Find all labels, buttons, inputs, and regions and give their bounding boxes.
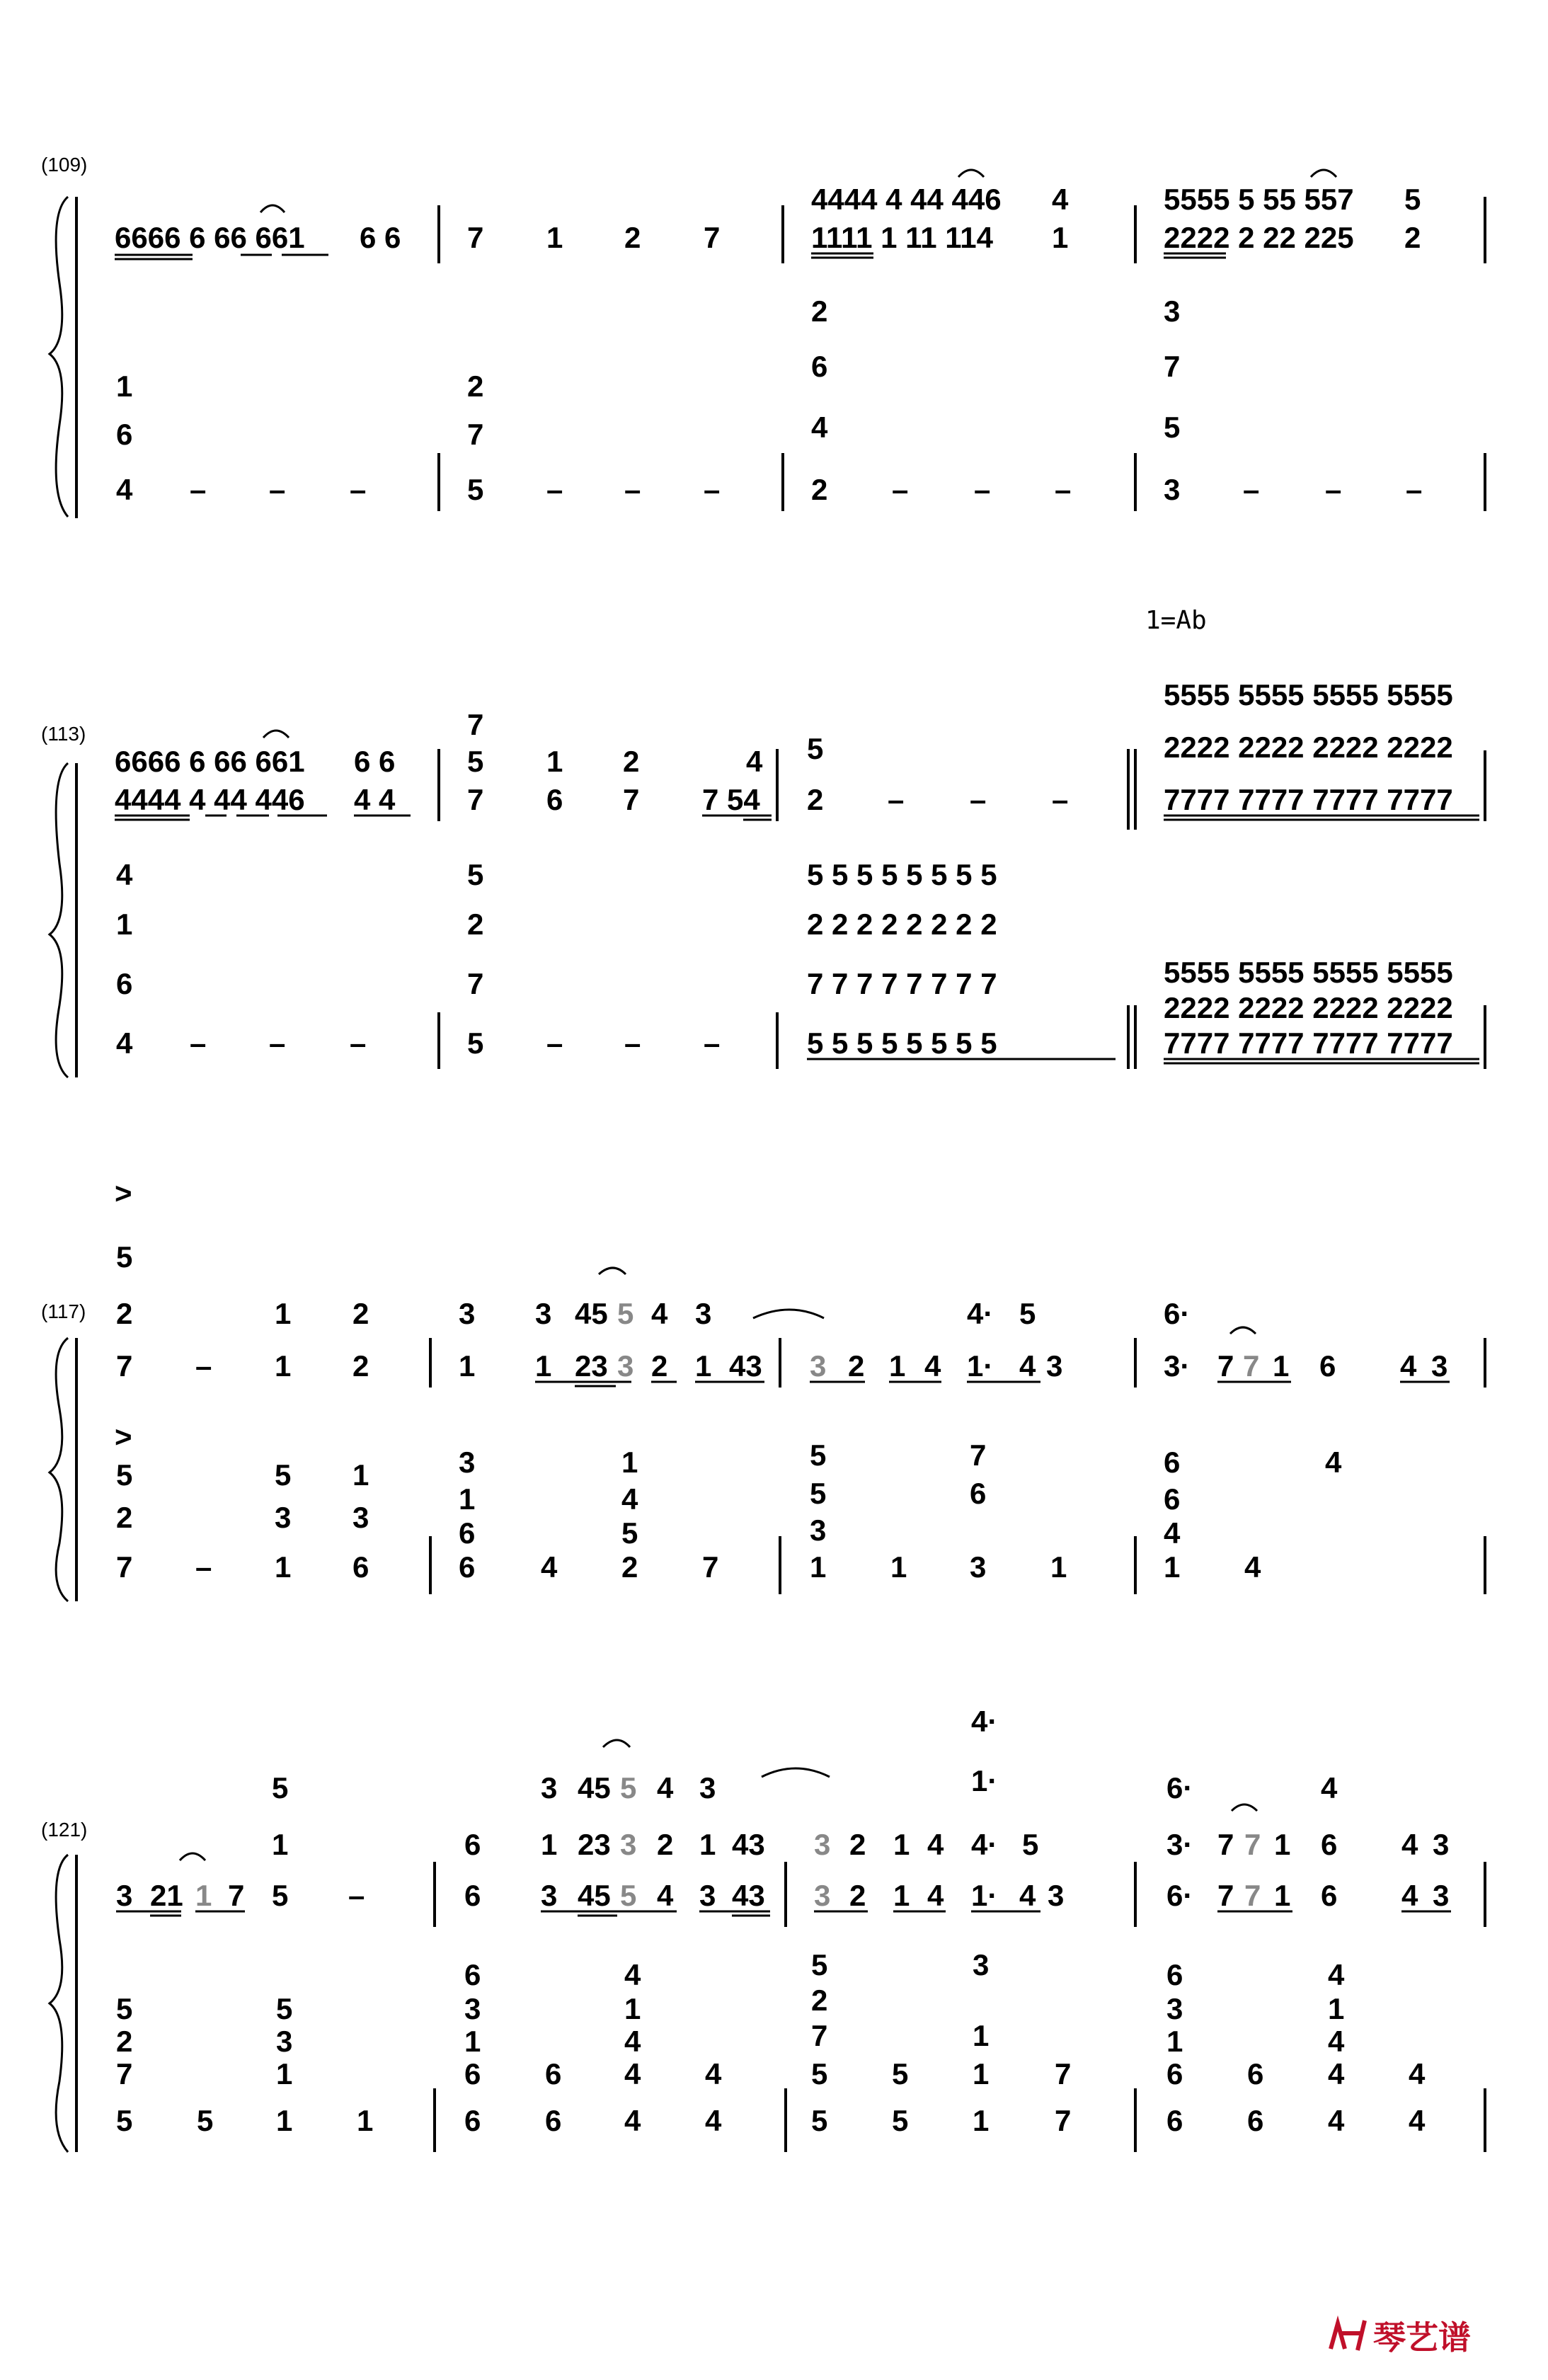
note: 6 [464,1828,481,1861]
note: 3 [459,1446,476,1479]
note-group: 2222 2 22 225 [1164,221,1354,254]
note: 5 [116,1992,133,2025]
note: 4 [624,2025,641,2058]
note: 3 [1164,294,1181,328]
note: 6· [1164,1297,1191,1330]
note: 1 [624,1992,641,2025]
note: 1 [275,1550,292,1584]
note: 6 [352,1550,369,1584]
note: 4 [811,411,828,444]
note: 4 [651,1297,668,1330]
note: 5 [1404,183,1421,216]
note: 2 [811,473,828,506]
note: 5 [1019,1297,1036,1330]
note: 7 [1055,2057,1072,2090]
note: 4 [1019,1349,1036,1383]
note: 5 [272,1879,289,1912]
note-group: 23 [575,1349,608,1383]
note: 5 [617,1297,634,1330]
note: 7 [970,1438,987,1472]
note: 6 [1166,2104,1183,2137]
svg-text:–: – [350,473,367,506]
note: 5 [811,2057,828,2090]
note: 3 [620,1828,637,1861]
note: 5 [116,1458,133,1492]
system-113 [41,606,1485,1077]
note: 2 [621,1550,638,1584]
note: 1 [1274,1879,1291,1912]
note: 6 [464,2057,481,2090]
note: 4 [746,745,763,778]
note: 3 [1433,1879,1450,1912]
note: 2 [116,1297,133,1330]
note: 1 [546,221,563,254]
note: 4 [657,1771,674,1804]
note-group: 6 6 [360,221,401,254]
measure-number: (109) [41,154,88,176]
svg-text:–: – [1406,473,1423,506]
note: 5 [197,2104,214,2137]
note: 4 [1401,1879,1418,1912]
note: 2 [352,1297,369,1330]
note-group: 5555 5 55 557 [1164,183,1354,216]
svg-text:–: – [1243,473,1260,506]
note: 2 [657,1828,674,1861]
svg-text:6: 6 [545,2104,562,2137]
note-group: 7 54 [702,783,760,816]
note: 4 [624,1958,641,1991]
note: 7 [116,1349,133,1383]
note: 5 [272,1771,289,1804]
note: 3 [695,1297,712,1330]
note: 6 [1321,1828,1338,1861]
note: 3 [617,1349,634,1383]
svg-text:–: – [190,473,207,506]
note: 7 [116,1550,133,1584]
note: 5 [275,1458,292,1492]
note: 4 [657,1879,674,1912]
note: 2 [849,1879,866,1912]
note: 4 [116,1026,133,1060]
note: 7 [1164,350,1181,383]
note-group: 4444 4 44 446 [811,183,1002,216]
note-group: 2 2 2 2 2 2 2 2 [807,908,997,941]
note: 1 [893,1828,910,1861]
note: 1 [541,1828,558,1861]
note: 6 [464,1879,481,1912]
note: 2 [352,1349,369,1383]
note: 3· [1164,1349,1191,1383]
note: 2 [116,2025,133,2058]
note: 5 [621,1516,638,1550]
system-117 [41,1177,1485,1601]
note-group: 43 [732,1879,765,1912]
note: 6 [545,2057,562,2090]
note: 4 [1328,2057,1345,2090]
dash: – [195,1550,212,1584]
note: 2 [848,1349,865,1383]
dash: – [348,1879,365,1912]
note-group: 7777 7777 7777 7777 [1164,783,1453,816]
note: 5 [467,1026,484,1060]
note: 7 [1243,1349,1260,1383]
grand-staff-brace [50,763,68,1077]
note: 6 [1247,2057,1264,2090]
note: 5 [620,1771,637,1804]
svg-text:1: 1 [973,2104,990,2137]
svg-text:–: – [1052,783,1069,816]
note: 7 [1244,1828,1261,1861]
note-group: 5 5 5 5 5 5 5 5 [807,1026,997,1060]
note-group: 1111 1 11 114 [811,221,994,254]
note: 3 [814,1828,831,1861]
system-121 [41,1705,1485,2152]
svg-text:4: 4 [624,2104,641,2137]
note: 1 [195,1879,212,1912]
note-group: 4444 4 44 446 [115,783,305,816]
svg-text:–: – [190,1026,207,1060]
note: 5 [892,2057,909,2090]
svg-text:5: 5 [892,2104,909,2137]
note: 3 [535,1297,552,1330]
note: 6 [116,967,133,1000]
note: 3 [1431,1349,1448,1383]
svg-text:–: – [624,1026,641,1060]
logo-icon [1331,2321,1365,2350]
note: 4 [1244,1550,1261,1584]
svg-text:–: – [888,783,905,816]
note: 4 [1328,2025,1345,2058]
note: 6 [1166,2057,1183,2090]
note: 3 [352,1501,369,1534]
svg-text:–: – [970,783,987,816]
accent-mark: > [115,1177,132,1210]
note: 3· [1166,1828,1193,1861]
svg-text:–: – [546,1026,563,1060]
svg-text:–: – [1055,473,1072,506]
note: 6 [811,350,828,383]
note-group: 5 5 5 5 5 5 5 5 [807,858,997,891]
note-group: 43 [729,1349,762,1383]
note-group: 43 [732,1828,765,1861]
note-group: 7777 7777 7777 7777 [1164,1026,1453,1060]
grand-staff-brace [50,1338,68,1601]
note: 5 [811,1948,828,1981]
note: 4· [971,1828,998,1861]
measure-number: (113) [41,723,86,745]
note: 3 [810,1514,827,1547]
note: 4 [1401,1828,1418,1861]
note: 3 [276,2025,293,2058]
note: 1 [621,1446,638,1479]
note: 4· [971,1705,998,1738]
note: 5 [1022,1828,1039,1861]
note-group: 6 6 [354,745,396,778]
note: 4 [1321,1771,1338,1804]
measure-number: (117) [41,1300,86,1322]
svg-text:–: – [974,473,991,506]
system-109 [41,154,1485,518]
note: 1 [695,1349,712,1383]
note: 2 [811,294,828,328]
grand-staff-brace [50,197,68,517]
note: 4 [1409,2057,1426,2090]
note: 5 [467,745,484,778]
note: 7 [228,1879,245,1912]
note: 4 [705,2057,722,2090]
note: 4 [541,1550,558,1584]
note: 3 [699,1879,716,1912]
note: 1· [971,1764,998,1797]
note: 6· [1166,1879,1193,1912]
note: 3 [275,1501,292,1534]
note: 1 [352,1458,369,1492]
note: 5 [276,1992,293,2025]
note: 1· [967,1349,994,1383]
note: 3 [541,1771,558,1804]
note: 3 [1046,1349,1063,1383]
note: 1 [276,2104,293,2137]
note: 7 [704,221,721,254]
note: 7 [467,708,484,741]
note: 6 [464,1958,481,1991]
brand-logo [1331,2319,1471,2356]
note: 1 [276,2057,293,2090]
note: 5 [620,1879,637,1912]
note: 1· [971,1879,998,1912]
measure-number: (121) [41,1819,88,1841]
note: 1 [275,1297,292,1330]
note: 4 [927,1828,944,1861]
logo-text: 琴艺谱 [1373,2319,1471,2356]
note: 1 [464,2025,481,2058]
svg-text:4: 4 [1409,2104,1426,2137]
note-group: 45 [578,1879,611,1912]
note: 4 [624,2057,641,2090]
note: 5 [116,1240,133,1274]
note: 2 [651,1349,668,1383]
note: 3 [970,1550,987,1584]
note: 1 [116,908,133,941]
note: 4 [1019,1879,1036,1912]
note: 2 [1404,221,1421,254]
note: 5 [467,858,484,891]
note: 5 [807,732,824,765]
note: 7 [467,967,484,1000]
note: 7 [467,418,484,451]
note: 2 [467,908,484,941]
note: 1 [973,2057,990,2090]
note: 3 [1166,1992,1183,2025]
note: 45 [575,1297,608,1330]
note: 7 [1217,1879,1234,1912]
note: 6 [459,1550,476,1584]
note: 7 [1217,1828,1234,1861]
note: 1 [535,1349,552,1383]
note: 1 [1328,1992,1345,2025]
note: 1 [1052,221,1069,254]
note: 1 [1273,1349,1290,1383]
note-group: 4 4 [354,783,396,816]
note-group: 5555 5555 5555 5555 [1164,678,1453,711]
note: 45 [578,1771,611,1804]
note-group: 6666 6 66 661 [115,745,305,778]
note: 1 [1164,1550,1181,1584]
note: 5 [467,473,484,506]
note: 6 [1321,1879,1338,1912]
note: 2 [116,1501,133,1534]
note: 1 [699,1828,716,1861]
note: 2 [624,221,641,254]
note: 6 [459,1516,476,1550]
note: 6 [546,783,563,816]
note: 6 [1319,1349,1336,1383]
note: 7 [467,783,484,816]
note: 4· [967,1297,994,1330]
note: 3 [814,1879,831,1912]
svg-text:–: – [269,473,286,506]
note: 1 [357,2104,374,2137]
note: 2 [807,783,824,816]
note-group: 5555 5555 5555 5555 [1164,956,1453,989]
grand-staff-brace [50,1855,68,2152]
note: 5 [810,1477,827,1510]
note: 1 [1274,1828,1291,1861]
note: 1 [1050,1550,1067,1584]
note: 7 [811,2019,828,2052]
note: 3 [541,1879,558,1912]
note: 6 [1166,1958,1183,1991]
note: 4 [1164,1516,1181,1550]
svg-text:–: – [269,1026,286,1060]
note: 1 [890,1550,907,1584]
svg-text:4: 4 [705,2104,722,2137]
note: 6 [1164,1482,1181,1516]
note: 2 [849,1828,866,1861]
note: 7 [467,221,484,254]
note: 7 [1217,1349,1234,1383]
note: 1 [546,745,563,778]
note: 3 [973,1948,990,1981]
note: 2 [623,745,640,778]
note: 6 [464,2104,481,2137]
note: 7 [1244,1879,1261,1912]
note: 7 [1055,2104,1072,2137]
note: 1 [459,1349,476,1383]
note: 2 [467,370,484,403]
note: 4 [116,858,133,891]
note: 3 [810,1349,827,1383]
note: 3 [464,1992,481,2025]
note-group: 23 [578,1828,611,1861]
note: 4 [621,1482,638,1516]
note: 4 [116,473,133,506]
note-group: 7 7 7 7 7 7 7 7 [807,967,997,1000]
note: 7 [116,2057,133,2090]
note: 7 [702,1550,719,1584]
note: 4 [1328,1958,1345,1991]
note: 1 [1166,2025,1183,2058]
note: 1 [810,1550,827,1584]
note: 6 [1164,1446,1181,1479]
note: 4 [1052,183,1069,216]
note: 3 [699,1771,716,1804]
note: 4 [1400,1349,1417,1383]
note: 3 [1164,473,1181,506]
note: 5 [811,2104,828,2137]
note: 6· [1166,1771,1193,1804]
note: 4 [927,1879,944,1912]
note: 6 [116,418,133,451]
note: 2 [811,1984,828,2017]
svg-text:–: – [704,473,721,506]
note: 6 [970,1477,987,1510]
accent-mark: > [115,1420,132,1453]
note: 3 [116,1879,133,1912]
note: 1 [973,2019,990,2052]
svg-text:–: – [704,1026,721,1060]
svg-text:–: – [350,1026,367,1060]
note-group: 2222 2222 2222 2222 [1164,991,1453,1024]
note: 5 [116,2104,133,2137]
note: 1 [893,1879,910,1912]
note: 1 [116,370,133,403]
note: 4 [924,1349,941,1383]
key-signature: 1=Ab [1145,606,1207,635]
note: 3 [1433,1828,1450,1861]
note: 4 [1325,1446,1342,1479]
note: 1 [272,1828,289,1861]
note: 7 [623,783,640,816]
note: 1 [275,1349,292,1383]
note: 3 [1048,1879,1065,1912]
svg-text:–: – [546,473,563,506]
svg-text:–: – [1325,473,1342,506]
note: 5 [810,1438,827,1472]
dash: – [195,1349,212,1383]
note: 1 [889,1349,906,1383]
svg-text:4: 4 [1328,2104,1345,2137]
note-group: 6666 6 66 661 [115,221,305,254]
note: 3 [459,1297,476,1330]
note: 5 [1164,411,1181,444]
svg-text:–: – [624,473,641,506]
svg-text:–: – [892,473,909,506]
svg-text:6: 6 [1247,2104,1264,2137]
note-group: 2222 2222 2222 2222 [1164,731,1453,764]
note: 1 [459,1482,476,1516]
note-group: 21 [150,1879,183,1912]
